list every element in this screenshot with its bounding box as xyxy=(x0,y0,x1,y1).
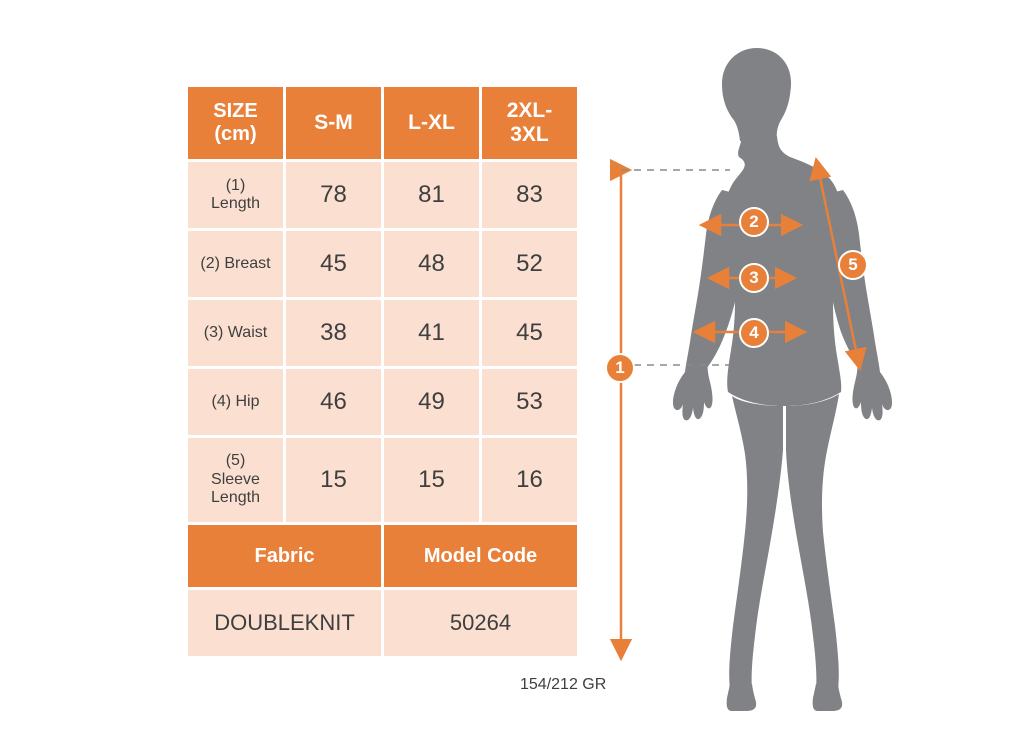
table-header-row xyxy=(188,87,577,159)
row-label-waist: (3) Waist xyxy=(188,300,283,366)
cell-fabric-value: DOUBLEKNIT xyxy=(188,590,381,656)
badge-5: 5 xyxy=(838,250,868,280)
row-label-hip: (4) Hip xyxy=(188,369,283,435)
cell-breast-sm: 45 xyxy=(286,231,381,297)
cell-length-sm: 78 xyxy=(286,162,381,228)
table-row xyxy=(188,231,577,297)
badge-2: 2 xyxy=(739,207,769,237)
cell-breast-lxl: 48 xyxy=(384,231,479,297)
badge-4: 4 xyxy=(739,318,769,348)
cell-length-2xl3xl: 83 xyxy=(482,162,577,228)
cell-waist-sm: 38 xyxy=(286,300,381,366)
footer-header-row xyxy=(188,525,577,587)
cell-hip-lxl: 49 xyxy=(384,369,479,435)
row-label-line1: (1) xyxy=(225,176,246,194)
cell-waist-lxl: 41 xyxy=(384,300,479,366)
row-label-breast: (2) Breast xyxy=(188,231,283,297)
table-row xyxy=(188,300,577,366)
weight-note: 154/212 GR xyxy=(520,676,607,693)
table-row xyxy=(188,162,577,228)
table-row xyxy=(188,438,577,522)
header-col4-line1: 2XL- xyxy=(506,98,553,122)
table-row xyxy=(188,369,577,435)
header-model-code: Model Code xyxy=(384,525,577,587)
size-table xyxy=(185,84,580,659)
cell-waist-2xl3xl: 45 xyxy=(482,300,577,366)
row-label-line2: Length xyxy=(211,195,260,212)
header-size-line2: (cm) xyxy=(214,123,257,145)
cell-model-code-value: 50264 xyxy=(384,590,577,656)
header-size-line1: SIZE xyxy=(213,100,258,122)
cell-sleeve-lxl: 15 xyxy=(384,438,479,522)
badge-3: 3 xyxy=(739,263,769,293)
header-col-sm: S-M xyxy=(286,87,381,159)
cell-hip-2xl3xl: 53 xyxy=(482,369,577,435)
header-fabric: Fabric xyxy=(188,525,381,587)
row-label-line3: Length xyxy=(211,489,260,507)
cell-hip-sm: 46 xyxy=(286,369,381,435)
header-size-cm xyxy=(188,87,283,159)
cell-sleeve-sm: 15 xyxy=(286,438,381,522)
cell-sleeve-2xl3xl: 16 xyxy=(482,438,577,522)
cell-length-lxl: 81 xyxy=(384,162,479,228)
female-silhouette-icon xyxy=(673,48,892,711)
header-col-lxl: L-XL xyxy=(384,87,479,159)
header-col4-line2: 3XL xyxy=(510,123,549,146)
footer-value-row xyxy=(188,590,577,656)
row-label-line2: Sleeve xyxy=(211,470,260,488)
row-label-length xyxy=(188,162,283,228)
figure-svg xyxy=(600,20,1020,730)
header-col-2xl3xl xyxy=(482,87,577,159)
body-measurement-figure xyxy=(600,20,1020,730)
row-label-line1: (5) xyxy=(225,452,246,470)
row-label-sleeve-length xyxy=(188,438,283,522)
cell-breast-2xl3xl: 52 xyxy=(482,231,577,297)
badge-1: 1 xyxy=(605,353,635,383)
